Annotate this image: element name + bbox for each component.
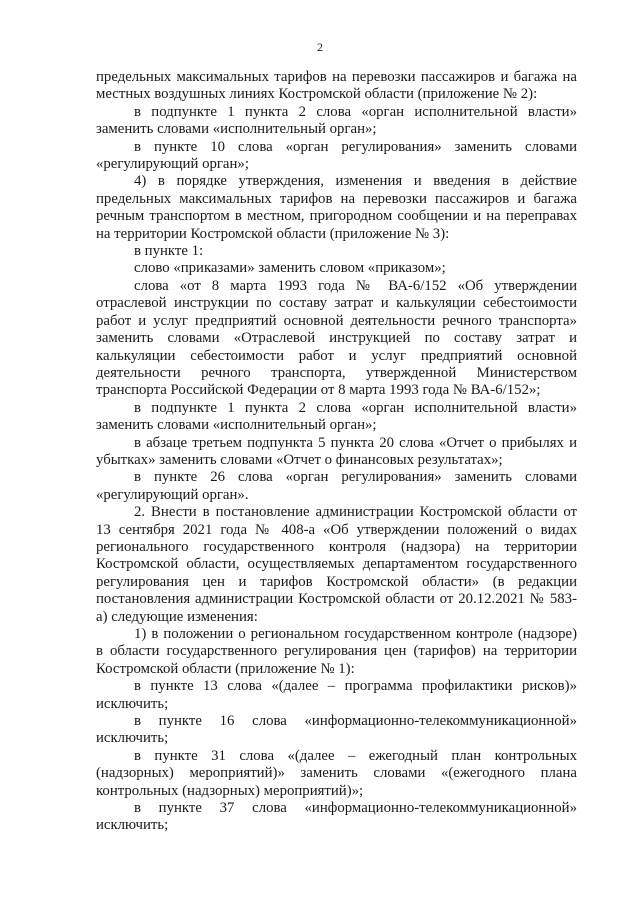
paragraph: 4) в порядке утверждения, изменения и введения в действие предельных максимальных тарифов на перевозки пассажиров и багажа речным транспортом в местном, пригородном сообщении и на переправах на территории Костромской области (приложение № 3):: [96, 173, 577, 242]
paragraph: в абзаце третьем подпункта 5 пункта 20 слова «Отчет о прибылях и убытках» заменить словами «Отчет о финансовых результатах»;: [96, 434, 577, 468]
paragraph: в пункте 1:: [134, 243, 204, 260]
paragraph: слово «приказами» заменить словом «приказом»;: [134, 260, 446, 277]
document-body: [96, 69, 577, 835]
paragraph: слова «от 8 марта 1993 года № ВА-6/152 «Об утверждении отраслевой инструкции по составу затрат и калькуляции себестоимости работ и услуг предприятий основной деятельности речного транспорта» заменить словами «Отраслевой инструкцией по составу затрат и калькуляции себестоимости работ и услуг предприятий основной деятельности речного транспорта, утвержденной Министерством транспорта Российской Федерации от 8 марта 1993 года № ВА-6/152»;: [96, 277, 577, 399]
paragraph: в пункте 13 слова «(далее – программа профилактики рисков)» исключить;: [96, 678, 577, 712]
paragraph: предельных максимальных тарифов на перевозки пассажиров и багажа на местных воздушных линиях Костромской области (приложение № 2):: [96, 69, 577, 103]
paragraph: в пункте 10 слова «орган регулирования» заменить словами «регулирующий орган»;: [96, 138, 577, 173]
paragraph: в подпункте 1 пункта 2 слова «орган исполнительной власти» заменить словами «исполнительный орган»;: [96, 103, 577, 138]
paragraph: в пункте 16 слова «информационно-телекоммуникационной» исключить;: [96, 713, 577, 747]
paragraph: 2. Внести в постановление администрации Костромской области от 13 сентября 2021 года № 408-а «Об утверждении положений о видах регионального государственного контроля (надзора) на территории Костромской области, осуществляемых департаментом государственного регулирования цен и тарифов Костромской области» (в редакции постановления администрации Костромской области от 20.12.2021 № 583-а) следующие изменения:: [96, 504, 577, 625]
paragraph: в пункте 31 слова «(далее – ежегодный план контрольных (надзорных) мероприятий)» заменить словами «(ежегодного плана контрольных (надзорных) мероприятий)»;: [96, 747, 577, 799]
page-number: 2: [317, 40, 323, 54]
paragraph: в пункте 26 слова «орган регулирования» заменить словами «регулирующий орган».: [96, 469, 577, 503]
paragraph: 1) в положении о региональном государственном контроле (надзоре) в области государственного регулирования цен (тарифов) на территории Костромской области (приложение № 1):: [96, 626, 577, 677]
paragraph: в пункте 37 слова «информационно-телекоммуникационной» исключить;: [96, 800, 577, 834]
paragraph: в подпункте 1 пункта 2 слова «орган исполнительной власти» заменить словами «исполнительный орган»;: [96, 399, 577, 434]
